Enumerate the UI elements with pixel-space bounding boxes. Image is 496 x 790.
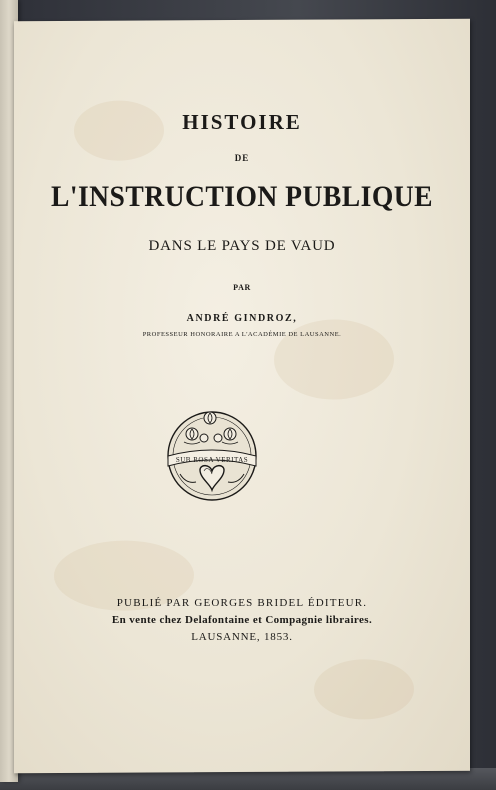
author-name: ANDRÉ GINDROZ, [186, 313, 298, 324]
main-title: L'INSTRUCTION PUBLIQUE [50, 180, 434, 213]
author-role: PROFESSEUR HONORAIRE A L'ACADÉMIE DE LAUSANNE. [142, 331, 342, 338]
publisher-line: PUBLIÉ PAR GEORGES BRIDEL ÉDITEUR. [116, 597, 368, 609]
rose-heart-emblem-icon [162, 404, 262, 504]
title-line-histoire: HISTOIRE [182, 110, 302, 134]
subtitle: DANS LE PAYS DE VAUD [148, 238, 336, 254]
place-date: LAUSANNE, 1853. [191, 631, 293, 643]
by-label: PAR [233, 283, 251, 292]
title-line-de: DE [234, 153, 250, 163]
sale-line: En vente chez Delafontaine et Compagnie libraires. [111, 614, 373, 626]
emblem-motto: SUB ROSA VERITAS [175, 456, 249, 464]
